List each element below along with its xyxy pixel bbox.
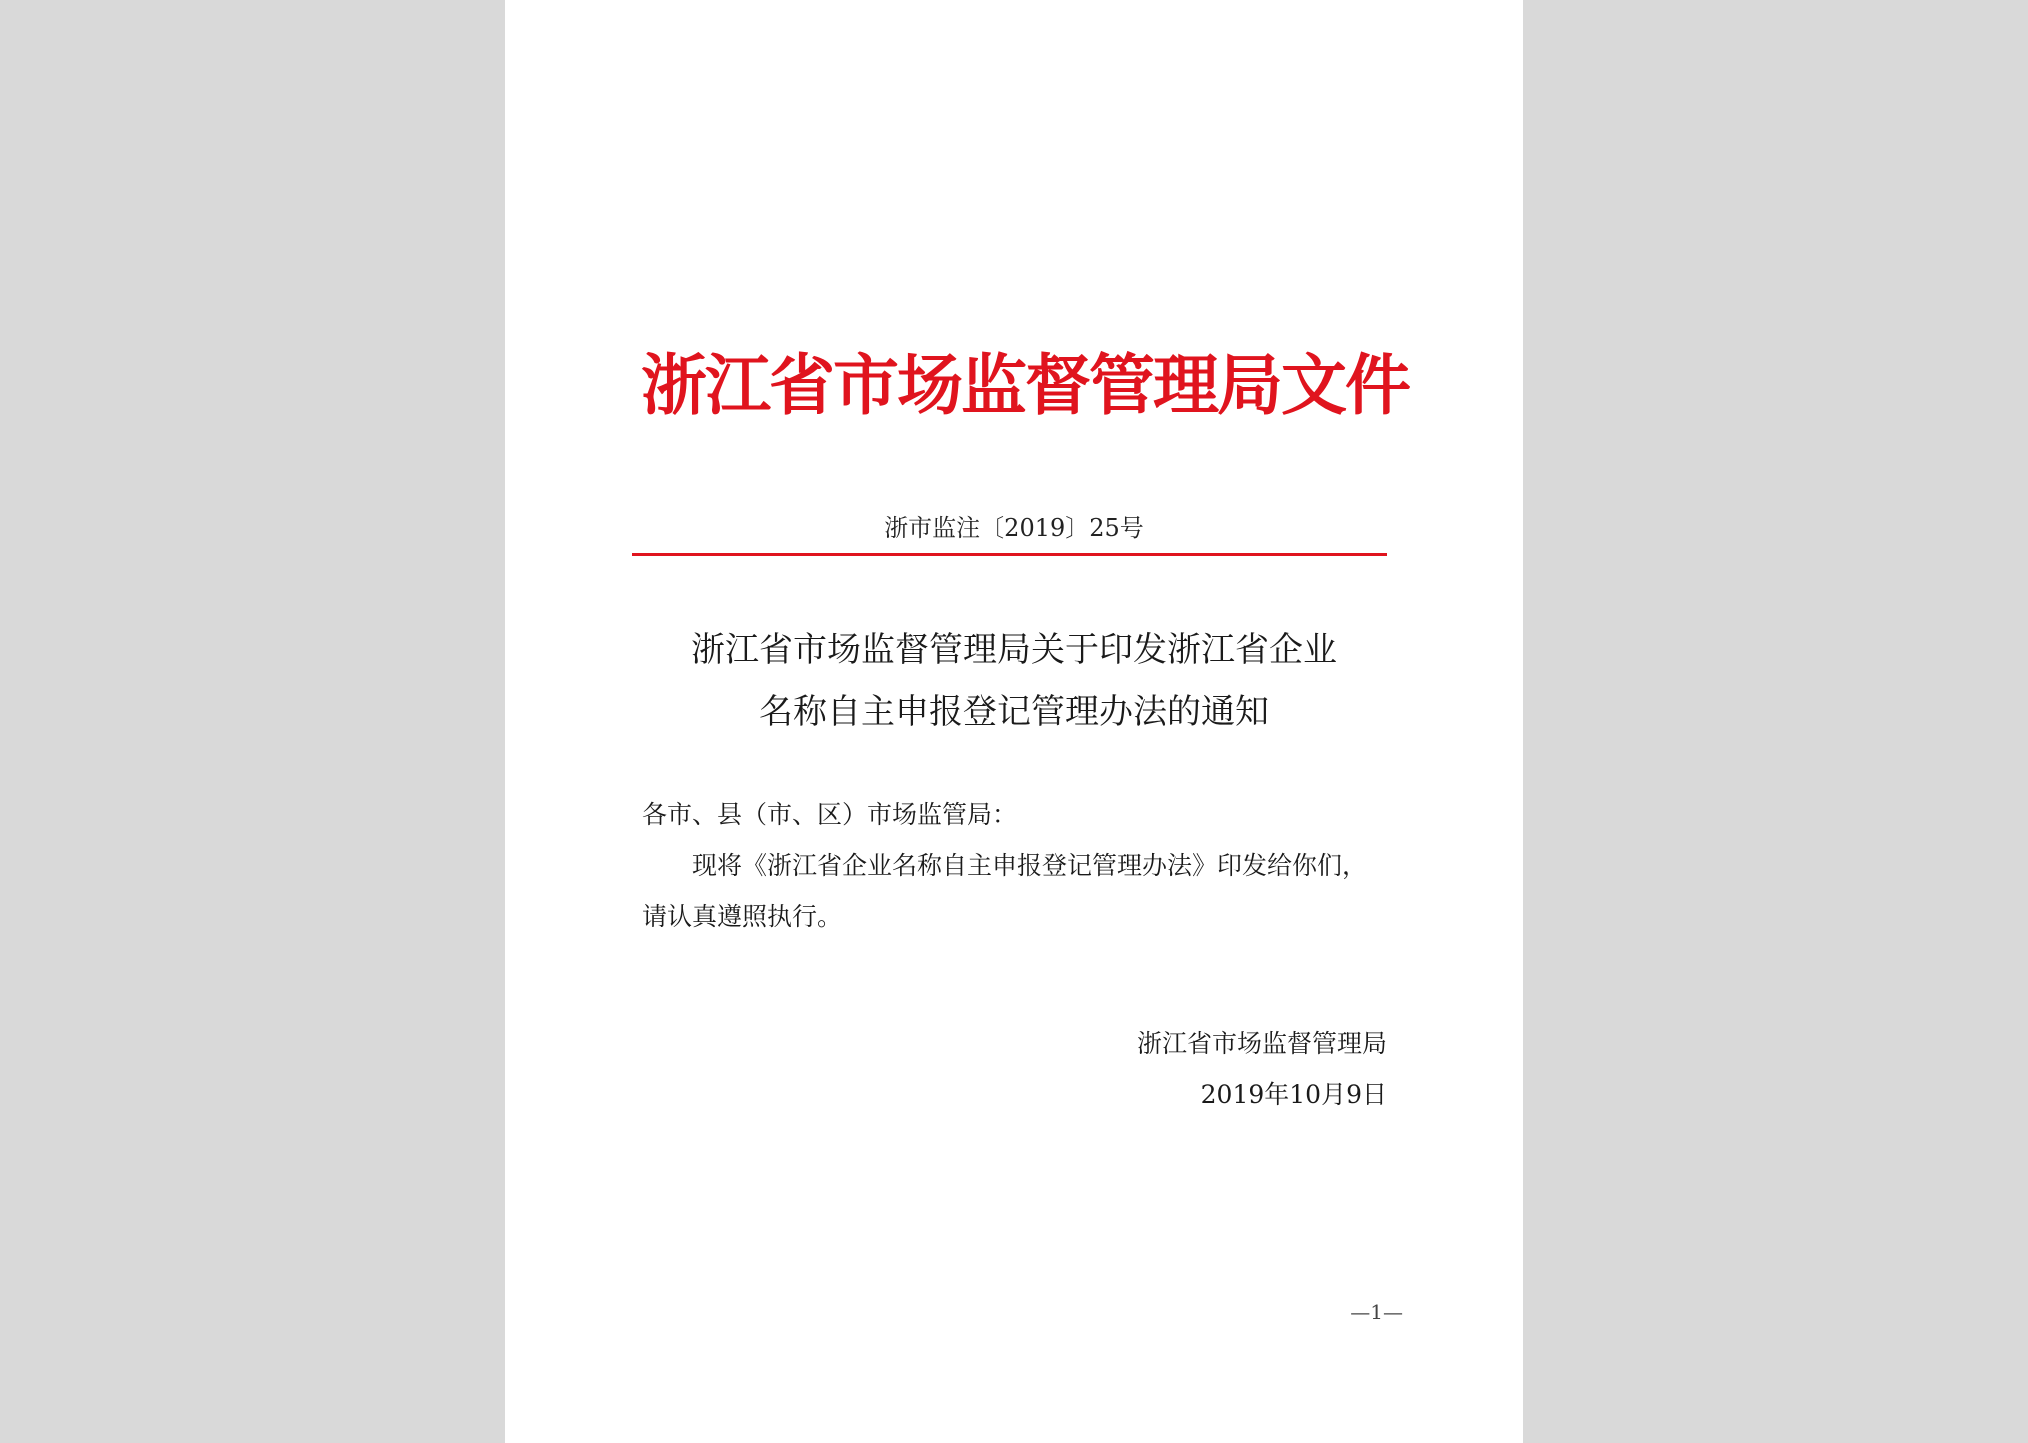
document-page (505, 0, 1523, 1443)
signature-organization: 浙江省市场监督管理局 (1136, 1029, 1387, 1058)
document-number: 浙市监注〔2019〕25号 (884, 514, 1144, 542)
page-number: —1— (1350, 1300, 1403, 1324)
document-header-title: 浙江省市场监督管理局文件 (641, 347, 1409, 424)
signature-date: 2019年10月9日 (1200, 1080, 1387, 1109)
notice-title-line-2: 名称自主申报登记管理办法的通知 (759, 692, 1269, 732)
body-paragraph-line-1: 现将《浙江省企业名称自主申报登记管理办法》印发给你们， (692, 851, 1368, 880)
notice-title-line-1: 浙江省市场监督管理局关于印发浙江省企业 (691, 630, 1337, 670)
salutation: 各市、县（市、区）市场监管局： (642, 800, 1018, 829)
header-red-divider (632, 553, 1387, 556)
body-paragraph-line-2: 请认真遵照执行。 (642, 902, 843, 931)
